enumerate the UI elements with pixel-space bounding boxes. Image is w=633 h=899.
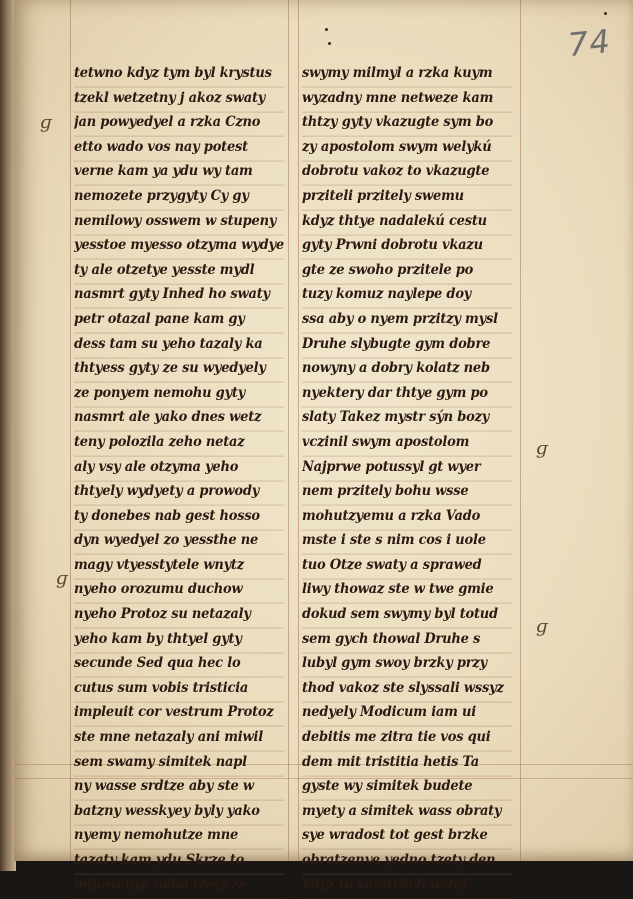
text-line: jan powyedyel a rzka Czno bbox=[74, 111, 284, 137]
ruling-line bbox=[520, 0, 521, 861]
text-line: slaty Takez mystr sýn bozy bbox=[302, 406, 512, 432]
text-line: sye wradost tot gest brzke bbox=[302, 824, 512, 850]
ink-spot bbox=[604, 12, 607, 15]
text-line: vczinil swym apostolom bbox=[302, 430, 512, 456]
text-line: nem przitely bohu wsse bbox=[302, 479, 512, 505]
text-line: ze ponyem nemohu gyty bbox=[74, 381, 284, 407]
margin-mark: ɡ bbox=[56, 568, 68, 589]
text-line: cutus sum vobis tristicia bbox=[74, 676, 284, 702]
text-line: dokud sem swymy byl totud bbox=[302, 602, 512, 628]
text-line: sem gych thowal Druhe s bbox=[302, 627, 512, 653]
ink-spot bbox=[328, 42, 331, 45]
text-line: nedyely Modicum iam ui bbox=[302, 701, 512, 727]
text-line: sem swamy simitek napl bbox=[74, 750, 284, 776]
text-line: tzekl wetzetny j akoz swaty bbox=[74, 86, 284, 112]
text-line: kdyz thtye nadalekú cestu bbox=[302, 209, 512, 235]
text-line: nemilowy osswem w stupeny bbox=[74, 209, 284, 235]
text-line: prziteli przitely swemu bbox=[302, 184, 512, 210]
text-line: nasmrt ale yako dnes wetz bbox=[74, 406, 284, 432]
text-line: Druhe slybugte gym dobre bbox=[302, 332, 512, 358]
text-line: milowenye nebo tzetz ze bbox=[74, 873, 284, 899]
text-line: zy apostolom swym welykú bbox=[302, 135, 512, 161]
text-line: mohutzyemu a rzka Vado bbox=[302, 504, 512, 530]
text-line: mste i ste s nim cos i uole bbox=[302, 529, 512, 555]
text-line: gyste wy simitek budete bbox=[302, 775, 512, 801]
text-line: wyzadny mne netweze kam bbox=[302, 86, 512, 112]
text-line: gte ze swoho przitele po bbox=[302, 258, 512, 284]
margin-mark: ɡ bbox=[536, 438, 548, 459]
text-line: teny polozila zeho netaz bbox=[74, 430, 284, 456]
text-line: ny wasse srdtze aby ste w bbox=[74, 775, 284, 801]
text-line: nowyny a dobry kolatz neb bbox=[302, 357, 512, 383]
text-line: tuo Otze swaty a sprawed bbox=[302, 553, 512, 579]
text-line: Najprwe potussyl gt wyer bbox=[302, 455, 512, 481]
text-line: liwy thowaz ste w twe gmie bbox=[302, 578, 512, 604]
text-line: gyty Prwni dobrotu vkazu bbox=[302, 234, 512, 260]
text-line: impleuit cor vestrum Protoz bbox=[74, 701, 284, 727]
text-column-left bbox=[74, 62, 284, 898]
text-line: magy vtyesstytele wnytz bbox=[74, 553, 284, 579]
ruling-line bbox=[288, 0, 289, 861]
text-column-right bbox=[302, 62, 512, 898]
text-line: dobrotu vakoz to vkazugte bbox=[302, 160, 512, 186]
text-line: ste mne netazaly ani miwil bbox=[74, 725, 284, 751]
text-line: debitis me zitra tie vos qui bbox=[302, 725, 512, 751]
text-line: nyemy nemohutze mne bbox=[74, 824, 284, 850]
text-line: dem mit tristitia hetis Ta bbox=[302, 750, 512, 776]
text-line: ty ale otzetye yesste mydl bbox=[74, 258, 284, 284]
ink-spot bbox=[325, 28, 328, 31]
text-line: dess tam su yeho tazaly ka bbox=[74, 332, 284, 358]
text-line: ssa aby o nyem przitzy mysl bbox=[302, 307, 512, 333]
text-line: nyeho orozumu duchow bbox=[74, 578, 284, 604]
margin-mark: ɡ bbox=[40, 112, 52, 133]
text-line: secunde Sed qua hec lo bbox=[74, 652, 284, 678]
ruling-line bbox=[70, 0, 71, 861]
text-line: tazaty kam ydu Skrze to bbox=[74, 848, 284, 874]
text-line: thtzy gyty vkazugte sym bo bbox=[302, 111, 512, 137]
text-line: yesstoe myesso otzyma wydye bbox=[74, 234, 284, 260]
text-line: aly vsy ale otzyma yeho bbox=[74, 455, 284, 481]
text-line: swymy milmyl a rzka kuym bbox=[302, 61, 512, 87]
text-line: thtyely wydyety a prowody bbox=[74, 479, 284, 505]
text-line: tetwno kdyz tym byl krystus bbox=[74, 61, 284, 87]
text-line: lubyl gym swoy brzky przy bbox=[302, 652, 512, 678]
text-line: yeho kam by thtyel gyty bbox=[74, 627, 284, 653]
folio-number: 74 bbox=[566, 21, 613, 65]
text-line: obratzenye yedno tzety den bbox=[302, 848, 512, 874]
text-line: thod vakoz ste slyssali wssyz bbox=[302, 676, 512, 702]
text-line: nyeho Protoz su netazaly bbox=[74, 602, 284, 628]
text-line: thtyess gyty ze su wyedyely bbox=[74, 357, 284, 383]
text-line: etto wado vos nay potest bbox=[74, 135, 284, 161]
text-line: batzny wesskyey byly yako bbox=[74, 799, 284, 825]
text-line: nasmrt gyty Inhed ho swaty bbox=[74, 283, 284, 309]
ruling-line bbox=[298, 0, 299, 861]
text-line: kdyz to sumtwich wstal bbox=[302, 873, 512, 899]
text-line: nyektery dar thtye gym po bbox=[302, 381, 512, 407]
text-line: verne kam ya ydu wy tam bbox=[74, 160, 284, 186]
text-line: ty donebes nab gest hosso bbox=[74, 504, 284, 530]
text-line: dyn wyedyel zo yessthe ne bbox=[74, 529, 284, 555]
text-line: tuzy komuz naylepe doy bbox=[302, 283, 512, 309]
text-line: petr otazal pane kam gy bbox=[74, 307, 284, 333]
text-line: myety a simitek wass obraty bbox=[302, 799, 512, 825]
text-line: nemozete przygyty Cy gy bbox=[74, 184, 284, 210]
margin-mark: ɡ bbox=[536, 616, 548, 637]
